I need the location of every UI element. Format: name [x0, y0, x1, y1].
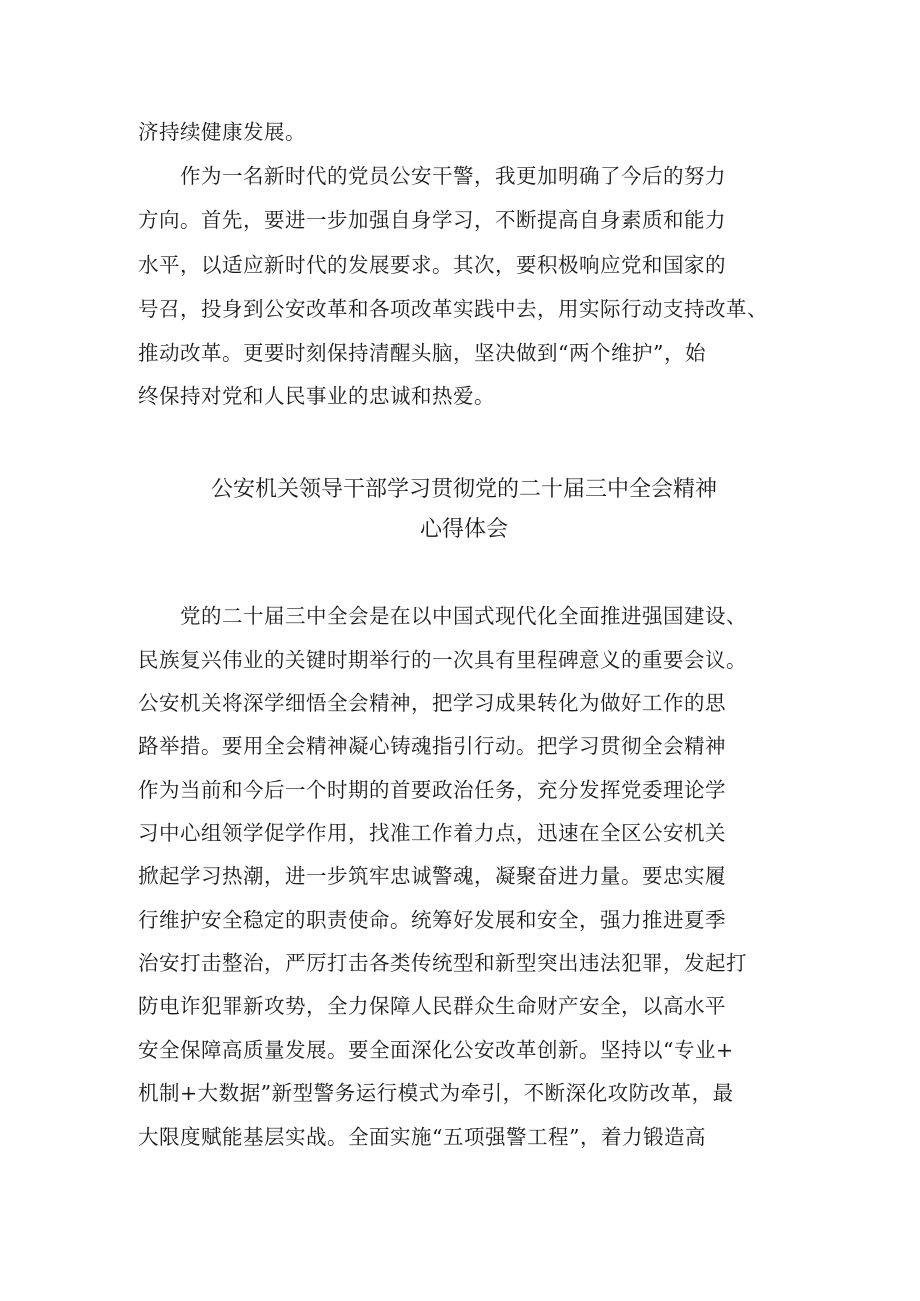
article-title-line2: 心得体会 [419, 517, 508, 542]
paragraph-line: 号召，投身到公安改革和各项改革实践中去，用实际行动支持改革、 [138, 297, 768, 321]
paragraph-line: 掀起学习热潮，进一步筑牢忠诚警魂，凝聚奋进力量。要忠实履 [138, 864, 726, 888]
paragraph-line: 大限度赋能基层实战。全面实施“五项强警工程”，着力锻造高 [138, 1125, 706, 1149]
paragraph-line: 济持续健康发展。 [138, 120, 306, 144]
paragraph-line: 公安机关将深学细悟全会精神，把学习成果转化为做好工作的思 [138, 691, 726, 715]
paragraph-line: 机制+大数据”新型警务运行模式为牵引，不断深化攻防改革，最 [138, 1081, 734, 1105]
paragraph-line: 防电诈犯罪新攻势，全力保障人民群众生命财产安全，以高水平 [138, 994, 726, 1018]
paragraph-line: 水平，以适应新时代的发展要求。其次，要积极响应党和国家的 [138, 253, 726, 277]
paragraph-line: 安全保障高质量发展。要全面深化公安改革创新。坚持以“专业+ [138, 1038, 734, 1062]
paragraph-line: 方向。首先，要进一步加强自身学习，不断提高自身素质和能力 [138, 208, 726, 232]
paragraph-line: 终保持对党和人民事业的忠诚和热爱。 [138, 384, 495, 408]
paragraph-line: 路举措。要用全会精神凝心铸魂指引行动。把学习贯彻全会精神 [138, 734, 726, 758]
article-title: 公安机关领导干部学习贯彻党的二十届三中全会精神 [210, 477, 717, 502]
paragraph-line: 民族复兴伟业的关键时期举行的一次具有里程碑意义的重要会议。 [138, 648, 747, 672]
paragraph-line: 治安打击整治，严厉打击各类传统型和新型突出违法犯罪，发起打 [138, 951, 747, 975]
paragraph-line: 作为一名新时代的党员公安干警，我更加明确了今后的努力 [138, 164, 726, 188]
paragraph-line: 党的二十届三中全会是在以中国式现代化全面推进强国建设、 [138, 604, 747, 628]
paragraph-line: 行维护安全稳定的职责使命。统筹好发展和安全，强力推进夏季 [138, 908, 726, 932]
paragraph-line: 作为当前和今后一个时期的首要政治任务，充分发挥党委理论学 [138, 778, 726, 802]
paragraph-line: 推动改革。更要时刻保持清醒头脑，坚决做到“两个维护”，始 [138, 341, 706, 365]
paragraph-line: 习中心组领学促学作用，找准工作着力点，迅速在全区公安机关 [138, 821, 726, 845]
